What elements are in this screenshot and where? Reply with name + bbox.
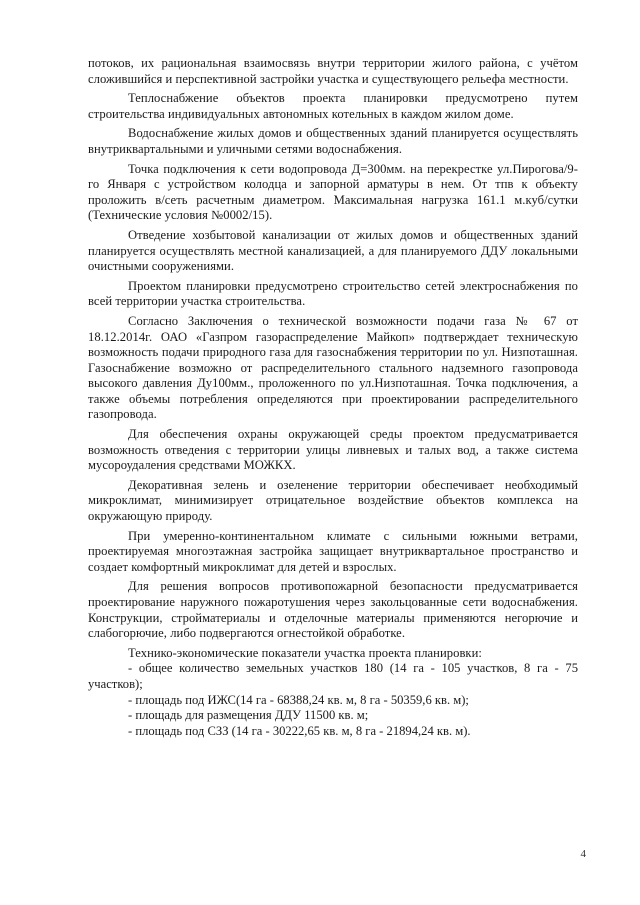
paragraph-fire-safety: Для решения вопросов противопожарной безопасности предусматривается проектирование наружного пожаротушения через закольцованные сети водоснабжения. Конструкции, стройматериалы и отделочные материалы применяются негорючие и слабогорючие, либо подвергаются огнестойкой обработке. xyxy=(88,579,578,641)
paragraph-sewerage: Отведение хозбытовой канализации от жилых домов и общественных зданий планируется осуществлять местной канализацией, а для планируемого ДДУ локальными очистными сооружениями. xyxy=(88,227,578,274)
document-body xyxy=(88,56,578,739)
list-item: - площадь под ИЖС(14 га - 68388,24 кв. м, 8 га - 50359,6 кв. м); xyxy=(128,692,469,707)
paragraph-environment: Для обеспечения охраны окружающей среды проектом предусматривается возможность отведения с территории улицы ливневых и талых вод, а также система мусороудаления средствами МОЖКХ. xyxy=(88,427,578,473)
list-item: - площадь для размещения ДДУ 11500 кв. м; xyxy=(128,708,369,723)
list-item: - общее количество земельных участков 180 (14 га - 105 участков, 8 га - 75 участков); xyxy=(88,661,578,691)
list-item: - площадь под СЗЗ (14 га - 30222,65 кв. м, 8 га - 21894,24 кв. м). xyxy=(128,723,471,738)
paragraph-water-supply: Водоснабжение жилых домов и общественных зданий планируется осуществлять внутриквартальными и уличными сетями водоснабжения. xyxy=(88,126,578,156)
paragraph-heating: Теплоснабжение объектов проекта планировки предусмотрено путем строительства индивидуальных автономных котельных в каждом жилом доме. xyxy=(88,91,578,121)
page-number: 4 xyxy=(580,848,586,860)
paragraph-gas-supply: Согласно Заключения о технической возможности подачи газа № 67 от 18.12.2014г. ОАО «Газпром газораспределение Майкоп» подтверждает техническую возможность подачи природного газа для газоснабжения территории по ул. Низпоташная. Газоснабжение возможно от распределительного стального надземного газопровода высокого давления Ду100мм., проложенного по ул.Низпоташная. Точка подключения, а также объемы потребления определяются при проектировании распределительного газопровода. xyxy=(88,313,578,422)
paragraph-climate: При умеренно-континентальном климате с сильными южными ветрами, проектируемая многоэтажная застройка защищает внутриквартальное пространство и создает комфортный микроклимат для детей и взрослых. xyxy=(88,528,578,574)
paragraph-indicators-heading: Технико-экономические показатели участка проекта планировки: xyxy=(128,645,482,660)
paragraph-1: потоков, их рациональная взаимосвязь внутри территории жилого района, с учётом сложившийся и перспективной застройки участка и существующего рельефа местности. xyxy=(88,56,578,86)
paragraph-greenery: Декоративная зелень и озеленение территории обеспечивает необходимый микроклимат, минимизирует отрицательное воздействие объектов комплекса на окружающую природу. xyxy=(88,477,578,524)
indicators-list xyxy=(88,661,578,739)
paragraph-connection-point: Точка подключения к сети водопровода Д=300мм. на перекрестке ул.Пирогова/9-го Января с устройством колодца и запорной арматуры в нем. От тпв к объекту проложить в/сеть расчетным диаметром. Максимальная нагрузка 161.1 м.куб/сутки (Технические условия №0002/15). xyxy=(88,161,578,223)
paragraph-electricity: Проектом планировки предусмотрено строительство сетей электроснабжения по всей территории участка строительства. xyxy=(88,278,578,309)
